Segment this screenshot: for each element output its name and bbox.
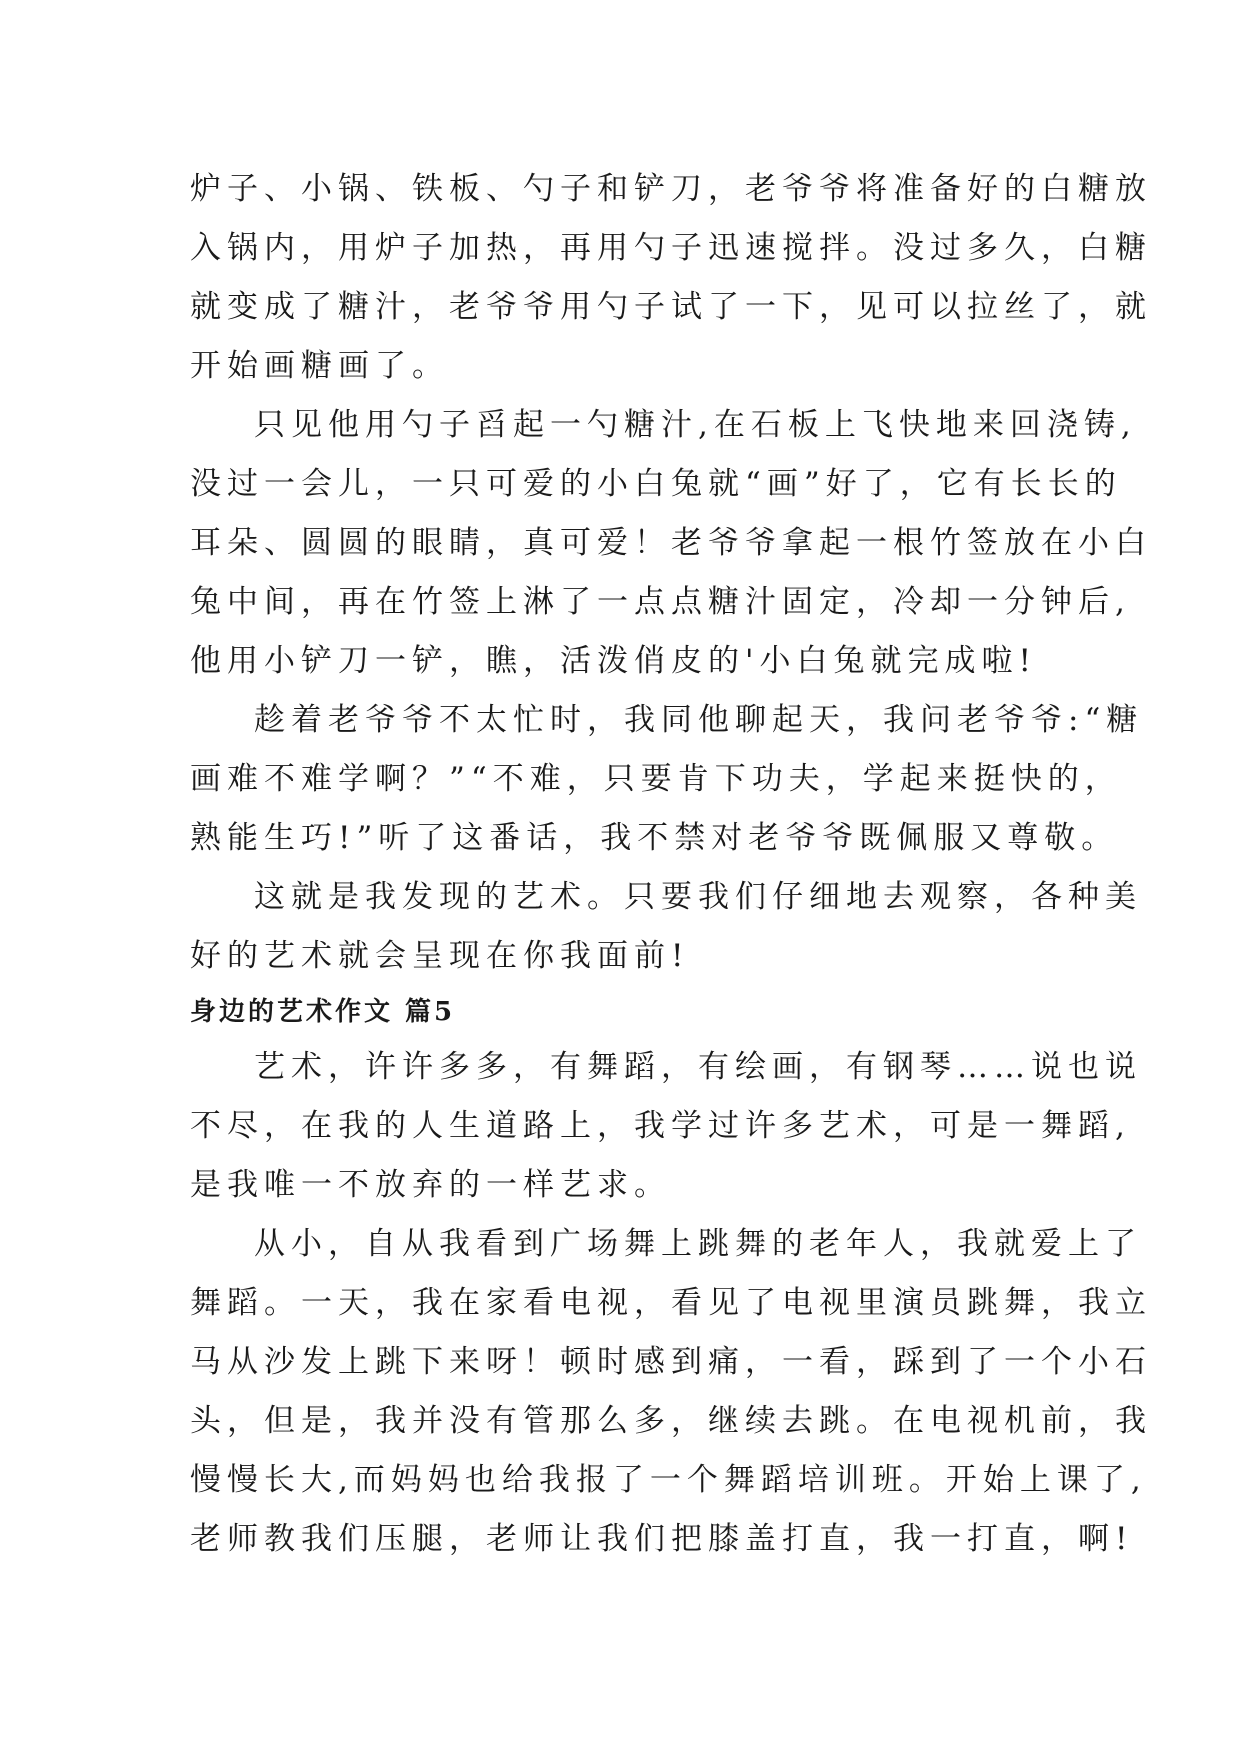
- text-line: 趁着老爷爷不太忙时，我同他聊起天，我问老爷爷:“糖: [254, 702, 1144, 738]
- paragraph: [190, 691, 1144, 868]
- text-line: 只见他用勺子舀起一勺糖汁,在石板上飞快地来回浇铸,: [254, 407, 1137, 443]
- text-line: 马从沙发上跳下来呀！顿时感到痛，一看，踩到了一个小石: [190, 1344, 1152, 1380]
- text-line: 就变成了糖汁，老爷爷用勺子试了一下，见可以拉丝了，就: [190, 289, 1152, 325]
- text-line: 是我唯一不放弃的一样艺求。: [190, 1167, 671, 1203]
- text-line: 艺术，许许多多，有舞蹈，有绘画，有钢琴……说也说: [254, 1049, 1142, 1085]
- text-line: 这就是我发现的艺术。只要我们仔细地去观察，各种美: [254, 879, 1142, 915]
- text-line: 从小，自从我看到广场舞上跳舞的老年人，我就爱上了: [254, 1226, 1142, 1262]
- text-line: 慢慢长大,而妈妈也给我报了一个舞蹈培训班。开始上课了,: [190, 1462, 1147, 1498]
- section-heading: 身边的艺术作文 篇5: [190, 997, 456, 1027]
- paragraph: [190, 1215, 1152, 1569]
- text-line: 不尽，在我的人生道路上，我学过许多艺术，可是一舞蹈,: [190, 1108, 1131, 1144]
- paragraph: [190, 160, 1152, 396]
- document-body: [190, 160, 1152, 1569]
- text-line: 没过一会儿，一只可爱的小白兔就“画”好了，它有长长的: [190, 466, 1122, 502]
- paragraph: [190, 868, 1142, 986]
- text-line: 耳朵、圆圆的眼睛，真可爱！老爷爷拿起一根竹签放在小白: [190, 525, 1152, 561]
- text-line: 好的艺术就会呈现在你我面前!: [190, 938, 690, 974]
- text-line: 画难不难学啊？”“不难，只要肯下功夫，学起来挺快的，: [190, 761, 1122, 797]
- text-line: 熟能生巧!”听了这番话，我不禁对老爷爷既佩服又尊敬。: [190, 820, 1119, 856]
- text-line: 开始画糖画了。: [190, 348, 449, 384]
- text-line: 他用小铲刀一铲，瞧，活泼俏皮的'小白兔就完成啦!: [190, 643, 1037, 679]
- paragraph: [190, 1038, 1142, 1215]
- text-line: 头，但是，我并没有管那么多，继续去跳。在电视机前，我: [190, 1403, 1152, 1439]
- text-line: 兔中间，再在竹签上淋了一点点糖汁固定，冷却一分钟后,: [190, 584, 1131, 620]
- text-line: 入锅内，用炉子加热，再用勺子迅速搅拌。没过多久，白糖: [190, 230, 1152, 266]
- text-line: 炉子、小锅、铁板、勺子和铲刀，老爷爷将准备好的白糖放: [190, 171, 1152, 207]
- paragraph: [190, 396, 1152, 691]
- text-line: 舞蹈。一天，我在家看电视，看见了电视里演员跳舞，我立: [190, 1285, 1152, 1321]
- text-line: 老师教我们压腿，老师让我们把膝盖打直，我一打直，啊!: [190, 1521, 1134, 1557]
